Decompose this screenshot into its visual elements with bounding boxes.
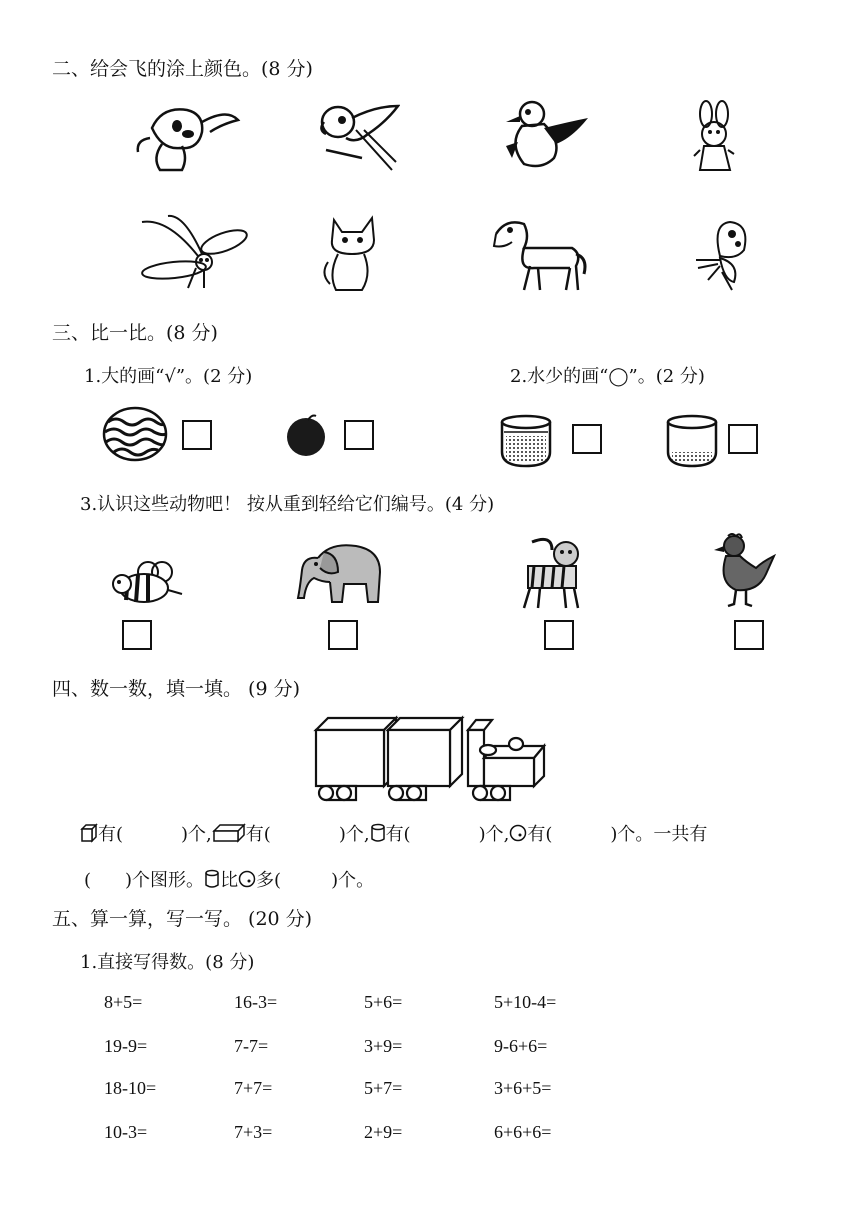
- more-end: )个。: [331, 870, 375, 891]
- equation: 10-3=: [104, 1122, 148, 1142]
- section-3-title: 三、比一比。(8 分): [52, 322, 218, 344]
- equation: 7+3=: [234, 1122, 273, 1142]
- cuboid-count-label: 有(: [245, 824, 271, 845]
- equation: 6+6+6=: [494, 1122, 552, 1142]
- elephant-picture: [294, 538, 384, 606]
- sphere-count-end: )个。一共有: [610, 824, 708, 845]
- butterfly-picture: [688, 220, 752, 292]
- answer-box-rooster[interactable]: [734, 620, 764, 650]
- cube-count-label: 有(: [98, 824, 124, 845]
- equation: 16-3=: [234, 992, 278, 1012]
- equation: 3+6+5=: [494, 1078, 552, 1098]
- apple-picture: [284, 412, 328, 458]
- compare-label: 比: [220, 870, 239, 891]
- horse-picture: [490, 214, 590, 294]
- answer-box-apple[interactable]: [344, 420, 374, 450]
- sphere-shape-icon: [509, 823, 527, 843]
- total-open: (: [84, 870, 92, 891]
- cat-picture: [322, 214, 392, 294]
- parrot-picture: [316, 100, 400, 172]
- equation: 5+10-4=: [494, 992, 557, 1012]
- rabbit-picture: [690, 100, 746, 176]
- cuboid-shape-icon: [212, 823, 246, 843]
- question-3-3: 3.认识这些动物吧！ 按从重到轻给它们编号。(4 分): [80, 494, 495, 515]
- equation: 7-7=: [234, 1036, 269, 1056]
- total-close: )个图形。: [125, 870, 205, 891]
- dragonfly-picture: [138, 212, 248, 290]
- watermelon-picture: [102, 406, 168, 462]
- cup-less-water-picture: [666, 414, 718, 468]
- sphere-shape-icon: [238, 869, 256, 889]
- equation: 2+9=: [364, 1122, 403, 1142]
- answer-box-bee[interactable]: [122, 620, 152, 650]
- count-line-1: [80, 820, 707, 846]
- section-4-title: 四、数一数，填一填。 (9 分): [52, 678, 300, 700]
- penguin-picture: [502, 98, 590, 174]
- answer-box-tiger[interactable]: [544, 620, 574, 650]
- more-label: 多(: [256, 870, 282, 891]
- equation: 5+6=: [364, 992, 403, 1012]
- section-5-title: 五、算一算，写一写。 (20 分): [52, 908, 313, 930]
- answer-box-cup-more[interactable]: [572, 424, 602, 454]
- equation: 7+7=: [234, 1078, 273, 1098]
- answer-box-cup-less[interactable]: [728, 424, 758, 454]
- equation: 19-9=: [104, 1036, 148, 1056]
- equation: 8+5=: [104, 992, 143, 1012]
- block-train-picture: [312, 714, 548, 802]
- sphere-count-label: 有(: [527, 824, 553, 845]
- answer-box-elephant[interactable]: [328, 620, 358, 650]
- cylinder-shape-icon: [204, 869, 220, 889]
- rooster-picture: [710, 532, 776, 608]
- cylinder-count-end: )个,: [478, 824, 510, 845]
- equation: 18-10=: [104, 1078, 157, 1098]
- tiger-picture: [518, 536, 584, 610]
- equation: 5+7=: [364, 1078, 403, 1098]
- dog-picture: [132, 98, 242, 176]
- cube-shape-icon: [80, 823, 98, 843]
- equation: 9-6+6=: [494, 1036, 548, 1056]
- question-3-2: 2.水少的画“◯”。(2 分): [510, 366, 705, 387]
- cube-count-end: )个,: [181, 824, 212, 845]
- count-line-2: [84, 866, 374, 892]
- cuboid-count-end: )个,: [338, 824, 370, 845]
- cylinder-count-label: 有(: [385, 824, 411, 845]
- cup-more-water-picture: [500, 414, 552, 468]
- answer-box-watermelon[interactable]: [182, 420, 212, 450]
- equation: 3+9=: [364, 1036, 403, 1056]
- section-2-title: 二、给会飞的涂上颜色。(8 分): [52, 58, 313, 80]
- cylinder-shape-icon: [370, 823, 386, 843]
- question-5-1: 1.直接写得数。(8 分): [80, 952, 255, 973]
- question-3-1: 1.大的画“√”。(2 分): [84, 366, 253, 387]
- bee-picture: [104, 560, 184, 606]
